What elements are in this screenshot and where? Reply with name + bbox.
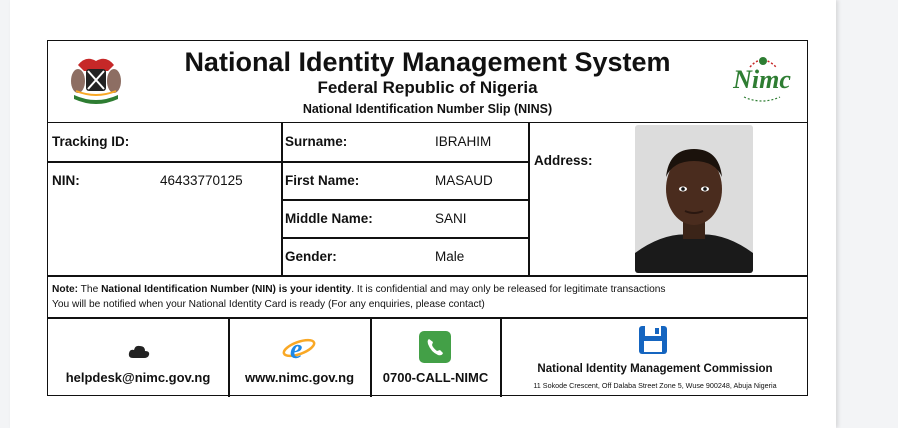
middle-name-value: SANI bbox=[435, 211, 467, 226]
footer-phone bbox=[371, 327, 500, 397]
note-text bbox=[52, 282, 802, 312]
first-name-label: First Name: bbox=[285, 173, 360, 188]
footer-org bbox=[501, 327, 809, 397]
phone-icon bbox=[419, 331, 451, 363]
portrait-image bbox=[635, 125, 753, 273]
org-name: National Identity Management Commission bbox=[537, 363, 773, 375]
note-line-1 bbox=[52, 282, 802, 297]
logo-text: Nimc bbox=[733, 65, 791, 94]
gender-value: Male bbox=[435, 249, 465, 264]
divider bbox=[48, 317, 807, 319]
surname-value: IBRAHIM bbox=[435, 134, 492, 149]
email-link[interactable]: helpdesk@nimc.gov.ng bbox=[65, 370, 211, 385]
note-text-part: . It is confidential and may only be released for legitimate transactions bbox=[351, 284, 666, 295]
nin-label: NIN: bbox=[52, 173, 80, 188]
middle-name-label: Middle Name: bbox=[285, 211, 373, 226]
footer-email bbox=[48, 327, 228, 397]
subtitle: Federal Republic of Nigeria bbox=[317, 78, 538, 97]
surname-row bbox=[281, 122, 529, 161]
middle-name-row bbox=[281, 199, 529, 237]
gender-label: Gender: bbox=[285, 249, 337, 264]
address-label: Address: bbox=[534, 153, 593, 168]
svg-text:e: e bbox=[290, 334, 303, 363]
first-name-value: MASAUD bbox=[435, 173, 493, 188]
page bbox=[10, 0, 836, 428]
page-title: National Identity Management System bbox=[184, 47, 671, 77]
first-name-row bbox=[281, 161, 529, 199]
note-emphasis: National Identification Number (NIN) is your identity bbox=[101, 284, 352, 295]
footer-website bbox=[229, 327, 370, 397]
divider bbox=[48, 275, 807, 277]
slip-title: National Identification Number Slip (NINS) bbox=[302, 102, 553, 116]
surname-label: Surname: bbox=[285, 134, 348, 149]
tracking-id-row bbox=[48, 122, 281, 161]
slip-header bbox=[48, 41, 807, 123]
note-line-2: You will be notified when your National Identity Card is ready (For any enquiries, please contact) bbox=[52, 299, 485, 310]
cloud-icon bbox=[128, 345, 150, 359]
org-address: 11 Sokode Crescent, Off Dalaba Street Zone 5, Wuse 900248, Abuja Nigeria bbox=[533, 381, 777, 390]
note-text-part: The bbox=[78, 284, 102, 295]
nin-value: 46433770125 bbox=[160, 173, 243, 188]
tracking-id-label: Tracking ID: bbox=[52, 134, 130, 149]
gender-row bbox=[281, 237, 529, 275]
note-prefix: Note: bbox=[52, 284, 79, 295]
nin-row bbox=[48, 161, 281, 199]
phone-number[interactable]: 0700-CALL-NIMC bbox=[382, 370, 489, 385]
nin-slip bbox=[47, 40, 808, 396]
floppy-disk-icon bbox=[638, 325, 668, 355]
website-link[interactable]: www.nimc.gov.ng bbox=[244, 370, 355, 385]
passport-photo bbox=[635, 125, 753, 273]
nimc-logo bbox=[730, 53, 794, 105]
browser-icon bbox=[282, 333, 316, 363]
